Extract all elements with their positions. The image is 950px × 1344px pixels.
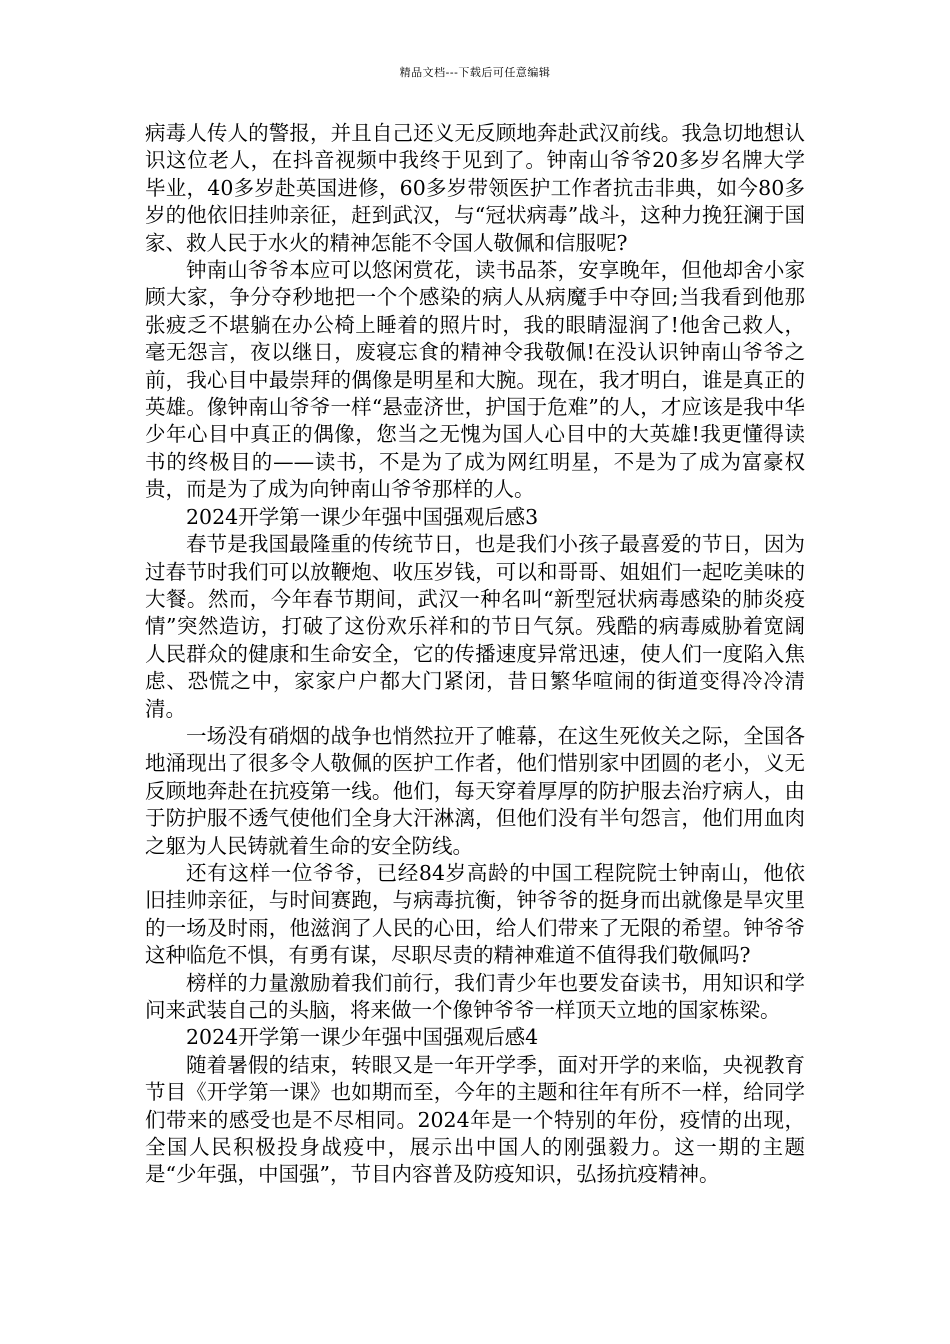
body-paragraph-2: 钟南山爷爷本应可以悠闲赏花，读书品茶，安享晚年，但他却舍小家顾大家，争分夺秒地把一个个感染的病人从病魔手中夺回;当我看到他那张疲乏不堪躺在办公椅上睡着的照片时，我的眼睛湿润了!他舍己救人，毫无怨言，夜以继日，废寝忘食的精神令我敬佩!在没认识钟南山爷爷之前，我心目中最崇拜的偶像是明星和大腕。现在，我才明白，谁是真正的英雄。像钟南山爷爷一样“悬壶济世，护国于危难”的人，才应该是我中华少年心目中真正的偶像，您当之无愧为国人心目中的大英雄!我更懂得读书的终极目的——读书，不是为了成为网红明星，不是为了成为富豪权贵，而是为了成为向钟南山爷爷那样的人。 bbox=[145, 258, 805, 502]
body-paragraph-7: 随着暑假的结束，转眼又是一年开学季，面对开学的来临，央视教育节目《开学第一课》也如期而至，今年的主题和往年有所不一样，给同学们带来的感受也是不尽相同。2024年是一个特别的年份，疫情的出现，全国人民积极投身战疫中，展示出中国人的刚强毅力。这一期的主题是“少年强，中国强”，节目内容普及防疫知识，弘扬抗疫精神。 bbox=[145, 1052, 805, 1187]
page-header: 精品文档---下载后可任意编辑 bbox=[399, 66, 551, 79]
body-paragraph-6: 榜样的力量激励着我们前行，我们青少年也要发奋读书，用知识和学问来武装自己的头脑，将来做一个像钟爷爷一样顶天立地的国家栋梁。 bbox=[145, 970, 805, 1022]
body-paragraph-1: 病毒人传人的警报，并且自己还义无反顾地奔赴武汉前线。我急切地想认识这位老人，在抖音视频中我终于见到了。钟南山爷爷20多岁名牌大学毕业，40多岁赴英国进修，60多岁带领医护工作者抗击非典，如今80多岁的他依旧挂帅亲征，赶到武汉，与“冠状病毒”战斗，这种力挽狂澜于国家、救人民于水火的精神怎能不令国人敬佩和信服呢? bbox=[145, 121, 805, 255]
body-paragraph-3: 春节是我国最隆重的传统节日，也是我们小孩子最喜爱的节日，因为过春节时我们可以放鞭炮、收压岁钱，可以和哥哥、姐姐们一起吃美味的大餐。然而，今年春节期间，武汉一种名叫“新型冠状病毒感染的肺炎疫情”突然造访，打破了这份欢乐祥和的节日气氛。残酷的病毒威胁着宽阔人民群众的健康和生命安全，它的传播速度异常迅速，使人们一度陷入焦虑、恐慌之中，家家户户都大门紧闭，昔日繁华喧闹的街道变得冷冷清清。 bbox=[145, 532, 805, 721]
document-body bbox=[145, 120, 805, 1189]
body-paragraph-4: 一场没有硝烟的战争也悄然拉开了帷幕，在这生死攸关之际，全国各地涌现出了很多令人敬佩的医护工作者，他们惜别家中团圆的老小，义无反顾地奔赴在抗疫第一线。他们，每天穿着厚厚的防护服去治疗病人，由于防护服不透气使他们全身大汗淋漓，但他们没有半句怨言，他们用血肉之躯为人民铸就着生命的安全防线。 bbox=[145, 723, 805, 858]
body-paragraph-5: 还有这样一位爷爷，已经84岁高龄的中国工程院院士钟南山，他依旧挂帅亲征，与时间赛跑，与病毒抗衡，钟爷爷的挺身而出就像是旱灾里的一场及时雨，他滋润了人民的心田，给人们带来了无限的希望。钟爷爷这种临危不惧，有勇有谋，尽职尽责的精神难道不值得我们敬佩吗? bbox=[145, 860, 805, 968]
section-heading-3: 2024开学第一课少年强中国强观后感3 bbox=[186, 504, 539, 529]
section-heading-4: 2024开学第一课少年强中国强观后感4 bbox=[186, 1025, 539, 1050]
